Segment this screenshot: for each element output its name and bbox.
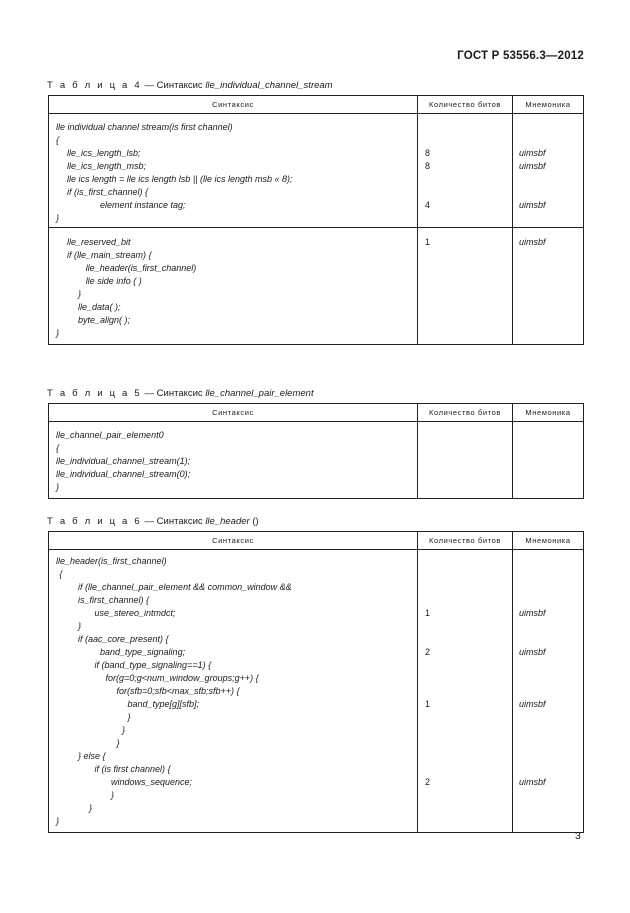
table-caption-name: lle_channel_pair_element bbox=[205, 388, 314, 399]
mnemonic-value: uimsbf bbox=[519, 777, 546, 787]
mnemonic-value bbox=[519, 737, 583, 750]
column-header: Синтаксис bbox=[49, 532, 418, 550]
mnemonic-value bbox=[519, 275, 583, 288]
code-line: } bbox=[116, 738, 120, 748]
table-caption-name: lle_header bbox=[205, 516, 250, 527]
mnemonic-value bbox=[519, 301, 583, 314]
bits-value bbox=[425, 750, 512, 763]
bits-value bbox=[425, 186, 512, 199]
code-line: if (is first channel) { bbox=[94, 764, 171, 774]
column-header: Синтаксис bbox=[49, 96, 418, 114]
mnemonic-value bbox=[519, 327, 583, 340]
bits-value bbox=[425, 815, 512, 828]
bits-cell bbox=[418, 422, 513, 499]
mnemonic-value bbox=[519, 314, 583, 327]
mnemonic-value bbox=[519, 789, 583, 802]
table-caption-title: Синтаксис bbox=[156, 80, 206, 91]
bits-value bbox=[425, 173, 512, 186]
code-line: { bbox=[56, 135, 60, 145]
mnemonic-value bbox=[519, 173, 583, 186]
bits-value bbox=[425, 659, 512, 672]
table-caption-dash: — bbox=[141, 516, 157, 527]
mnemonic-value bbox=[519, 802, 583, 815]
bits-value bbox=[425, 802, 512, 815]
mnemonic-value bbox=[519, 262, 583, 275]
page-number: 3 bbox=[575, 830, 581, 842]
bits-value bbox=[425, 442, 512, 455]
syntax-table bbox=[48, 95, 584, 345]
column-header: Мнемоника bbox=[513, 96, 584, 114]
code-line: } bbox=[89, 803, 93, 813]
bits-value bbox=[425, 789, 512, 802]
code-line: } bbox=[56, 816, 60, 826]
mnemonic-cell bbox=[513, 114, 584, 228]
mnemonic-value: uimsbf bbox=[519, 161, 546, 171]
code-line: if (band_type_signaling==1) { bbox=[94, 660, 212, 670]
column-header: Мнемоника bbox=[513, 532, 584, 550]
bits-value bbox=[425, 737, 512, 750]
bits-value bbox=[425, 711, 512, 724]
code-line: if (lle_main_stream) { bbox=[67, 250, 152, 260]
bits-value bbox=[425, 429, 512, 442]
mnemonic-value bbox=[519, 620, 583, 633]
mnemonic-value bbox=[519, 555, 583, 568]
code-line: lle_channel_pair_element0 bbox=[56, 430, 164, 440]
mnemonic-value: uimsbf bbox=[519, 237, 546, 247]
table-header-row bbox=[49, 532, 584, 550]
code-line: } bbox=[56, 213, 60, 223]
code-line: for(sfb=0;sfb<max_sfb;sfb++) { bbox=[116, 686, 240, 696]
code-line: { bbox=[56, 443, 60, 453]
mnemonic-value bbox=[519, 288, 583, 301]
mnemonic-value bbox=[519, 659, 583, 672]
mnemonic-value bbox=[519, 429, 583, 442]
column-header: Синтаксис bbox=[49, 404, 418, 422]
mnemonic-value bbox=[519, 711, 583, 724]
bits-value: 2 bbox=[425, 777, 431, 787]
table-row bbox=[49, 422, 584, 499]
bits-value: 8 bbox=[425, 161, 431, 171]
mnemonic-value bbox=[519, 724, 583, 737]
code-line: { bbox=[59, 569, 63, 579]
code-line: } else { bbox=[78, 751, 106, 761]
table-caption bbox=[47, 516, 259, 527]
code-line: band_type_signaling; bbox=[100, 647, 186, 657]
mnemonic-value bbox=[519, 594, 583, 607]
mnemonic-cell bbox=[513, 228, 584, 345]
bits-value bbox=[425, 134, 512, 147]
bits-cell bbox=[418, 114, 513, 228]
bits-value bbox=[425, 594, 512, 607]
bits-value: 1 bbox=[425, 699, 431, 709]
bits-value bbox=[425, 249, 512, 262]
code-line: lle ics length = lle ics length lsb || (lle ics length msb « 8); bbox=[67, 174, 293, 184]
bits-value bbox=[425, 685, 512, 698]
table-caption-title: Синтаксис bbox=[156, 388, 206, 399]
bits-value bbox=[425, 455, 512, 468]
mnemonic-value: uimsbf bbox=[519, 699, 546, 709]
table-row bbox=[49, 550, 584, 833]
mnemonic-value bbox=[519, 186, 583, 199]
mnemonic-value bbox=[519, 672, 583, 685]
mnemonic-value bbox=[519, 750, 583, 763]
column-header: Количество битов bbox=[418, 404, 513, 422]
bits-value bbox=[425, 121, 512, 134]
table-caption bbox=[47, 388, 314, 399]
bits-value: 1 bbox=[425, 237, 431, 247]
code-line: if (is_first_channel) { bbox=[67, 187, 149, 197]
bits-value bbox=[425, 301, 512, 314]
syntax-table bbox=[48, 403, 584, 499]
syntax-cell bbox=[49, 228, 418, 345]
table-caption-suffix: () bbox=[249, 516, 259, 527]
bits-value: 1 bbox=[425, 608, 431, 618]
bits-value bbox=[425, 314, 512, 327]
bits-value bbox=[425, 327, 512, 340]
bits-cell bbox=[418, 550, 513, 833]
column-header: Мнемоника bbox=[513, 404, 584, 422]
code-line: } bbox=[56, 328, 60, 338]
table-header-row bbox=[49, 404, 584, 422]
mnemonic-value bbox=[519, 763, 583, 776]
bits-value bbox=[425, 288, 512, 301]
code-line: } bbox=[127, 712, 131, 722]
mnemonic-value bbox=[519, 581, 583, 594]
bits-value: 8 bbox=[425, 148, 431, 158]
bits-value: 4 bbox=[425, 200, 431, 210]
code-line: } bbox=[111, 790, 115, 800]
code-line: if (lle_channel_pair_element && common_window && bbox=[78, 582, 292, 592]
code-line: use_stereo_intmdct; bbox=[94, 608, 176, 618]
code-line: band_type[g][sfb]; bbox=[127, 699, 200, 709]
code-line: for(g=0;g<num_window_groups;g++) { bbox=[105, 673, 259, 683]
table-caption-prefix: Т а б л и ц а 6 bbox=[47, 516, 142, 527]
mnemonic-value bbox=[519, 442, 583, 455]
table-header-row bbox=[49, 96, 584, 114]
bits-cell bbox=[418, 228, 513, 345]
code-line: lle_header(is_first_channel) bbox=[85, 263, 197, 273]
mnemonic-value bbox=[519, 121, 583, 134]
code-line: windows_sequence; bbox=[111, 777, 193, 787]
mnemonic-value: uimsbf bbox=[519, 200, 546, 210]
bits-value bbox=[425, 724, 512, 737]
code-line: lle_ics_length_lsb; bbox=[67, 148, 141, 158]
mnemonic-value bbox=[519, 481, 583, 494]
table-caption-prefix: Т а б л и ц а 4 bbox=[47, 80, 142, 91]
bits-value bbox=[425, 633, 512, 646]
code-line: is_first_channel) { bbox=[78, 595, 150, 605]
code-line: lle_header(is_first_channel) bbox=[56, 556, 167, 566]
bits-value bbox=[425, 568, 512, 581]
code-line: } bbox=[78, 621, 82, 631]
syntax-table bbox=[48, 531, 584, 833]
table-caption-dash: — bbox=[141, 80, 157, 91]
bits-value bbox=[425, 555, 512, 568]
code-line: lle_individual_channel_stream(1); bbox=[56, 456, 191, 466]
bits-value bbox=[425, 763, 512, 776]
mnemonic-value bbox=[519, 249, 583, 262]
code-line: lle_ics_length_msb; bbox=[67, 161, 147, 171]
mnemonic-value bbox=[519, 815, 583, 828]
code-line: lle side info ( ) bbox=[85, 276, 142, 286]
column-header: Количество битов bbox=[418, 96, 513, 114]
table-caption-dash: — bbox=[141, 388, 157, 399]
mnemonic-value bbox=[519, 685, 583, 698]
mnemonic-value bbox=[519, 455, 583, 468]
table-caption-name: lle_individual_channel_stream bbox=[205, 80, 333, 91]
bits-value bbox=[425, 620, 512, 633]
code-line: } bbox=[78, 289, 82, 299]
syntax-cell bbox=[49, 422, 418, 499]
code-line: element instance tag; bbox=[100, 200, 186, 210]
code-line: lle individual channel stream(is first channel) bbox=[56, 122, 233, 132]
bits-value bbox=[425, 581, 512, 594]
mnemonic-value bbox=[519, 212, 583, 225]
bits-value bbox=[425, 262, 512, 275]
table-row bbox=[49, 114, 584, 228]
bits-value bbox=[425, 212, 512, 225]
code-line: lle_reserved_bit bbox=[67, 237, 131, 247]
bits-value: 2 bbox=[425, 647, 431, 657]
mnemonic-value: uimsbf bbox=[519, 647, 546, 657]
mnemonic-value: uimsbf bbox=[519, 608, 546, 618]
column-header: Количество битов bbox=[418, 532, 513, 550]
bits-value bbox=[425, 275, 512, 288]
table-caption-prefix: Т а б л и ц а 5 bbox=[47, 388, 142, 399]
mnemonic-value bbox=[519, 568, 583, 581]
syntax-cell bbox=[49, 114, 418, 228]
code-line: lle_individual_channel_stream(0); bbox=[56, 469, 191, 479]
code-line: lle_data( ); bbox=[78, 302, 121, 312]
document-header: ГОСТ Р 53556.3—2012 bbox=[457, 50, 584, 62]
mnemonic-value: uimsbf bbox=[519, 148, 546, 158]
bits-value bbox=[425, 468, 512, 481]
mnemonic-value bbox=[519, 468, 583, 481]
code-line: } bbox=[56, 482, 60, 492]
code-line: byte_align( ); bbox=[78, 315, 131, 325]
table-row bbox=[49, 228, 584, 345]
code-line: } bbox=[122, 725, 126, 735]
table-caption-title: Синтаксис bbox=[156, 516, 206, 527]
code-line: if (aac_core_present) { bbox=[78, 634, 169, 644]
table-caption bbox=[47, 80, 333, 91]
syntax-cell bbox=[49, 550, 418, 833]
mnemonic-value bbox=[519, 633, 583, 646]
mnemonic-cell bbox=[513, 550, 584, 833]
bits-value bbox=[425, 672, 512, 685]
bits-value bbox=[425, 481, 512, 494]
mnemonic-cell bbox=[513, 422, 584, 499]
mnemonic-value bbox=[519, 134, 583, 147]
